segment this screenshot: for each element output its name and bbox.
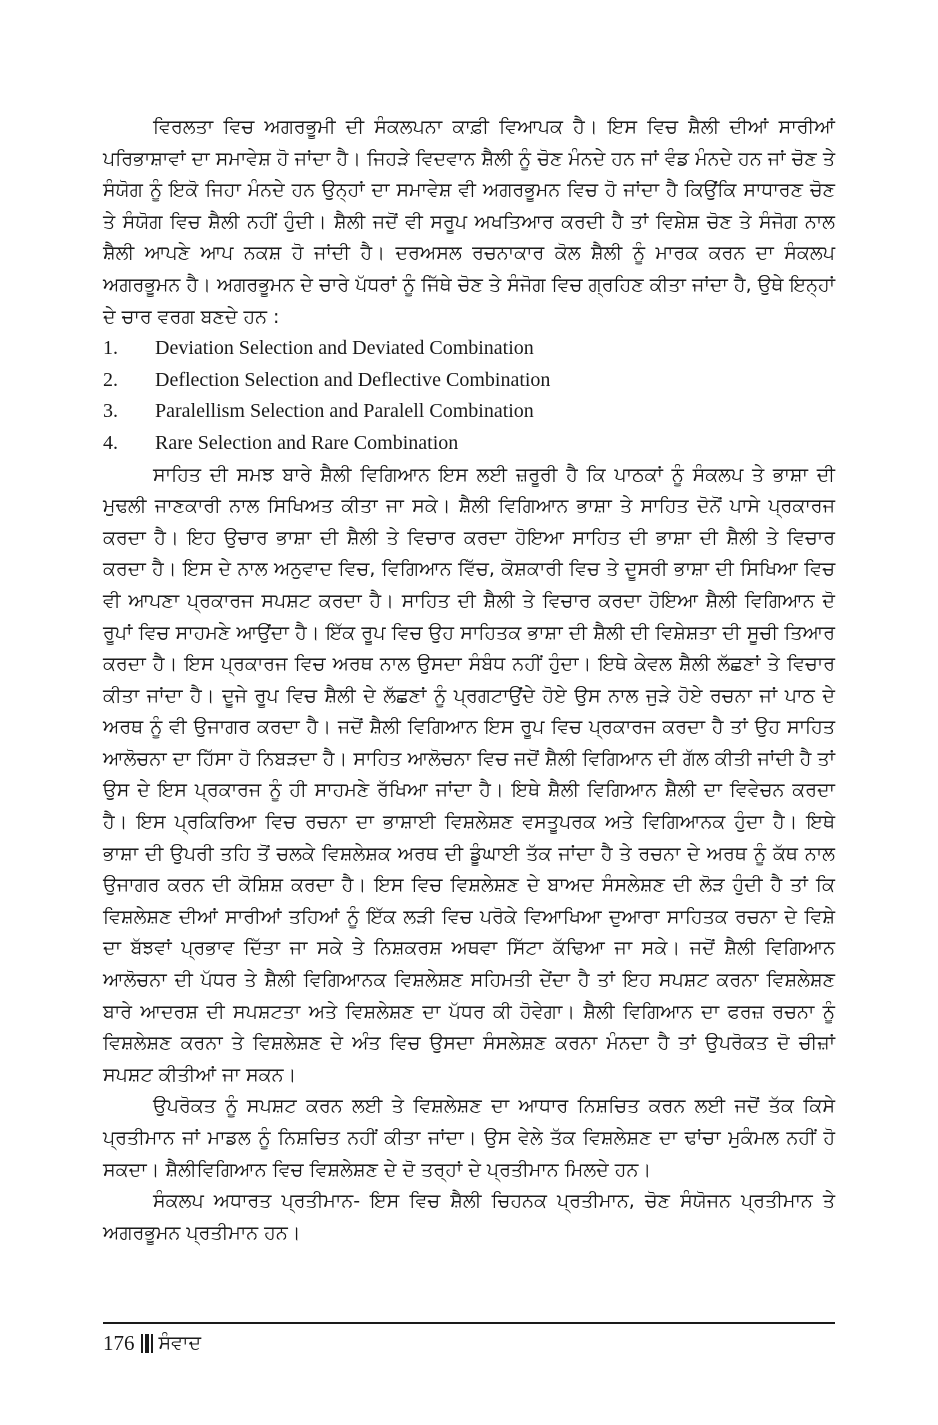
footer-rule: [103, 1322, 835, 1324]
combination-list: [103, 333, 835, 459]
list-item: [103, 428, 835, 460]
list-item: [103, 365, 835, 397]
page-body: [103, 112, 835, 1249]
list-item: [103, 396, 835, 428]
list-number: 1.: [103, 337, 118, 360]
list-number: 4.: [103, 431, 118, 454]
list-text: Deflection Selection and Deflective Combination: [155, 368, 551, 391]
paragraph-foregrounding: ਵਿਰਲਤਾ ਵਿਚ ਅਗਰਭੂਮੀ ਦੀ ਸੰਕਲਪਨਾ ਕਾਫ਼ੀ ਵਿਆਪਕ ਹੈ। ਇਸ ਵਿਚ ਸ਼ੈਲੀ ਦੀਆਂ ਸਾਰੀਆਂ ਪਰਿਭਾਸ਼ਾਵਾਂ ਦਾ ਸਮਾਵੇਸ਼ ਹੋ ਜਾਂਦਾ ਹੈ। ਜਿਹੜੇ ਵਿਦਵਾਨ ਸ਼ੈਲੀ ਨੂੰ ਚੋਣ ਮੰਨਦੇ ਹਨ ਜਾਂ ਵੰਡ ਮੰਨਦੇ ਹਨ ਜਾਂ ਚੋਣ ਤੇ ਸੰਯੋਗ ਨੂੰ ਇਕੋ ਜਿਹਾ ਮੰਨਦੇ ਹਨ ਉਨ੍ਹਾਂ ਦਾ ਸਮਾਵੇਸ਼ ਵੀ ਅਗਰਭੂਮਨ ਵਿਚ ਹੋ ਜਾਂਦਾ ਹੈ ਕਿਉਂਕਿ ਸਾਧਾਰਣ ਚੋਣ ਤੇ ਸੰਯੋਗ ਵਿਚ ਸ਼ੈਲੀ ਨਹੀਂ ਹੁੰਦੀ। ਸ਼ੈਲੀ ਜਦੋਂ ਵੀ ਸਰੂਪ ਅਖਤਿਆਰ ਕਰਦੀ ਹੈ ਤਾਂ ਵਿਸ਼ੇਸ਼ ਚੋਣ ਤੇ ਸੰਜੋਗ ਨਾਲ ਸ਼ੈਲੀ ਆਪਣੇ ਆਪ ਨਕਸ਼ ਹੋ ਜਾਂਦੀ ਹੈ। ਦਰਅਸਲ ਰਚਨਾਕਾਰ ਕੋਲ ਸ਼ੈਲੀ ਨੂੰ ਮਾਰਕ ਕਰਨ ਦਾ ਸੰਕਲਪ ਅਗਰਭੂਮਨ ਹੈ। ਅਗਰਭੂਮਨ ਦੇ ਚਾਰੇ ਪੱਧਰਾਂ ਨੂੰ ਜਿੱਥੇ ਚੋਣ ਤੇ ਸੰਜੋਗ ਵਿਚ ਗ੍ਰਹਿਣ ਕੀਤਾ ਜਾਂਦਾ ਹੈ, ਉਥੇ ਇਨ੍ਹਾਂ ਦੇ ਚਾਰ ਵਰਗ ਬਣਦੇ ਹਨ :: [103, 116, 835, 328]
page-footer: [103, 1328, 201, 1358]
book-title: ਸੰਵਾਦ: [158, 1332, 202, 1354]
list-number: 2.: [103, 368, 118, 391]
page-number: 176: [103, 1331, 135, 1355]
list-number: 3.: [103, 400, 118, 423]
list-item: [103, 333, 835, 365]
list-text: Deviation Selection and Deviated Combination: [155, 337, 534, 360]
paragraph-analysis-model: ਉਪਰੋਕਤ ਨੂੰ ਸਪਸ਼ਟ ਕਰਨ ਲਈ ਤੇ ਵਿਸ਼ਲੇਸ਼ਣ ਦਾ ਆਧਾਰ ਨਿਸ਼ਚਿਤ ਕਰਨ ਲਈ ਜਦੋਂ ਤੱਕ ਕਿਸੇ ਪ੍ਰਤੀਮਾਨ ਜਾਂ ਮਾਡਲ ਨੂੰ ਨਿਸ਼ਚਿਤ ਨਹੀਂ ਕੀਤਾ ਜਾਂਦਾ। ਉਸ ਵੇਲੇ ਤੱਕ ਵਿਸ਼ਲੇਸ਼ਣ ਦਾ ਢਾਂਚਾ ਮੁਕੰਮਲ ਨਹੀਂ ਹੋ ਸਕਦਾ। ਸ਼ੈਲੀਵਿਗਿਆਨ ਵਿਚ ਵਿਸ਼ਲੇਸ਼ਣ ਦੇ ਦੋ ਤਰ੍ਹਾਂ ਦੇ ਪ੍ਰਤੀਮਾਨ ਮਿਲਦੇ ਹਨ।: [103, 1095, 835, 1181]
list-text: Rare Selection and Rare Combination: [155, 431, 459, 454]
separator-bars-icon: [141, 1334, 153, 1353]
list-text: Paralellism Selection and Paralell Combination: [155, 400, 534, 423]
paragraph-concept-based-model: ਸੰਕਲਪ ਅਧਾਰਤ ਪ੍ਰਤੀਮਾਨ- ਇਸ ਵਿਚ ਸ਼ੈਲੀ ਚਿਹਨਕ ਪ੍ਰਤੀਮਾਨ, ਚੋਣ ਸੰਯੋਜਨ ਪ੍ਰਤੀਮਾਨ ਤੇ ਅਗਰਭੂਮਨ ਪ੍ਰਤੀਮਾਨ ਹਨ।: [103, 1190, 835, 1244]
paragraph-stylistics-literature: ਸਾਹਿਤ ਦੀ ਸਮਝ ਬਾਰੇ ਸ਼ੈਲੀ ਵਿਗਿਆਨ ਇਸ ਲਈ ਜ਼ਰੂਰੀ ਹੈ ਕਿ ਪਾਠਕਾਂ ਨੂੰ ਸੰਕਲਪ ਤੇ ਭਾਸ਼ਾ ਦੀ ਮੁਢਲੀ ਜਾਣਕਾਰੀ ਨਾਲ ਸਿਖਿਅਤ ਕੀਤਾ ਜਾ ਸਕੇ। ਸ਼ੈਲੀ ਵਿਗਿਆਨ ਭਾਸ਼ਾ ਤੇ ਸਾਹਿਤ ਦੋਨੋਂ ਪਾਸੇ ਪ੍ਰਕਾਰਜ ਕਰਦਾ ਹੈ। ਇਹ ਉਚਾਰ ਭਾਸ਼ਾ ਦੀ ਸ਼ੈਲੀ ਤੇ ਵਿਚਾਰ ਕਰਦਾ ਹੋਇਆ ਸਾਹਿਤ ਦੀ ਭਾਸ਼ਾ ਦੀ ਸ਼ੈਲੀ ਤੇ ਵਿਚਾਰ ਕਰਦਾ ਹੈ। ਇਸ ਦੇ ਨਾਲ ਅਨੁਵਾਦ ਵਿਚ, ਵਿਗਿਆਨ ਵਿੱਚ, ਕੋਸ਼ਕਾਰੀ ਵਿਚ ਤੇ ਦੂਸਰੀ ਭਾਸ਼ਾ ਦੀ ਸਿਖਿਆ ਵਿਚ ਵੀ ਆਪਣਾ ਪ੍ਰਕਾਰਜ ਸਪਸ਼ਟ ਕਰਦਾ ਹੈ। ਸਾਹਿਤ ਦੀ ਸ਼ੈਲੀ ਤੇ ਵਿਚਾਰ ਕਰਦਾ ਹੋਇਆ ਸ਼ੈਲੀ ਵਿਗਿਆਨ ਦੋ ਰੂਪਾਂ ਵਿਚ ਸਾਹਮਣੇ ਆਉਂਦਾ ਹੈ। ਇੱਕ ਰੂਪ ਵਿਚ ਉਹ ਸਾਹਿਤਕ ਭਾਸ਼ਾ ਦੀ ਸ਼ੈਲੀ ਦੀ ਵਿਸ਼ੇਸ਼ਤਾ ਦੀ ਸੂਚੀ ਤਿਆਰ ਕਰਦਾ ਹੈ। ਇਸ ਪ੍ਰਕਾਰਜ ਵਿਚ ਅਰਥ ਨਾਲ ਉਸਦਾ ਸੰਬੰਧ ਨਹੀਂ ਹੁੰਦਾ। ਇਥੇ ਕੇਵਲ ਸ਼ੈਲੀ ਲੱਛਣਾਂ ਤੇ ਵਿਚਾਰ ਕੀਤਾ ਜਾਂਦਾ ਹੈ। ਦੂਜੇ ਰੂਪ ਵਿਚ ਸ਼ੈਲੀ ਦੇ ਲੱਛਣਾਂ ਨੂੰ ਪ੍ਰਗਟਾਉਂਦੇ ਹੋਏ ਉਸ ਨਾਲ ਜੁੜੇ ਹੋਏ ਰਚਨਾ ਜਾਂ ਪਾਠ ਦੇ ਅਰਥ ਨੂੰ ਵੀ ਉਜਾਗਰ ਕਰਦਾ ਹੈ। ਜਦੋਂ ਸ਼ੈਲੀ ਵਿਗਿਆਨ ਇਸ ਰੂਪ ਵਿਚ ਪ੍ਰਕਾਰਜ ਕਰਦਾ ਹੈ ਤਾਂ ਉਹ ਸਾਹਿਤ ਆਲੋਚਨਾ ਦਾ ਹਿੱਸਾ ਹੋ ਨਿਬੜਦਾ ਹੈ। ਸਾਹਿਤ ਆਲੋਚਨਾ ਵਿਚ ਜਦੋਂ ਸ਼ੈਲੀ ਵਿਗਿਆਨ ਦੀ ਗੱਲ ਕੀਤੀ ਜਾਂਦੀ ਹੈ ਤਾਂ ਉਸ ਦੇ ਇਸ ਪ੍ਰਕਾਰਜ ਨੂੰ ਹੀ ਸਾਹਮਣੇ ਰੱਖਿਆ ਜਾਂਦਾ ਹੈ। ਇਥੇ ਸ਼ੈਲੀ ਵਿਗਿਆਨ ਸ਼ੈਲੀ ਦਾ ਵਿਵੇਚਨ ਕਰਦਾ ਹੈ। ਇਸ ਪ੍ਰਕਿਰਿਆ ਵਿਚ ਰਚਨਾ ਦਾ ਭਾਸ਼ਾਈ ਵਿਸ਼ਲੇਸ਼ਣ ਵਸਤੂਪਰਕ ਅਤੇ ਵਿਗਿਆਨਕ ਹੁੰਦਾ ਹੈ। ਇਥੇ ਭਾਸ਼ਾ ਦੀ ਉਪਰੀ ਤਹਿ ਤੋਂ ਚਲਕੇ ਵਿਸ਼ਲੇਸ਼ਕ ਅਰਥ ਦੀ ਡੂੰਘਾਈ ਤੱਕ ਜਾਂਦਾ ਹੈ ਤੇ ਰਚਨਾ ਦੇ ਅਰਥ ਨੂੰ ਕੱਥ ਨਾਲ ਉਜਾਗਰ ਕਰਨ ਦੀ ਕੋਸ਼ਿਸ਼ ਕਰਦਾ ਹੈ। ਇਸ ਵਿਚ ਵਿਸ਼ਲੇਸ਼ਣ ਦੇ ਬਾਅਦ ਸੰਸਲੇਸ਼ਣ ਦੀ ਲੋੜ ਹੁੰਦੀ ਹੈ ਤਾਂ ਕਿ ਵਿਸ਼ਲੇਸ਼ਣ ਦੀਆਂ ਸਾਰੀਆਂ ਤਹਿਆਂ ਨੂੰ ਇੱਕ ਲੜੀ ਵਿਚ ਪਰੋਕੇ ਵਿਆਖਿਆ ਦੁਆਰਾ ਸਾਹਿਤਕ ਰਚਨਾ ਦੇ ਵਿਸ਼ੇ ਦਾ ਬੱਝਵਾਂ ਪ੍ਰਭਾਵ ਦਿੱਤਾ ਜਾ ਸਕੇ ਤੇ ਨਿਸ਼ਕਰਸ਼ ਅਥਵਾ ਸਿੱਟਾ ਕੱਢਿਆ ਜਾ ਸਕੇ। ਜਦੋਂ ਸ਼ੈਲੀ ਵਿਗਿਆਨ ਆਲੋਚਨਾ ਦੀ ਪੱਧਰ ਤੇ ਸ਼ੈਲੀ ਵਿਗਿਆਨਕ ਵਿਸ਼ਲੇਸ਼ਣ ਸਹਿਮਤੀ ਦੇਂਦਾ ਹੈ ਤਾਂ ਇਹ ਸਪਸ਼ਟ ਕਰਨਾ ਵਿਸ਼ਲੇਸ਼ਣ ਬਾਰੇ ਆਦਰਸ਼ ਦੀ ਸਪਸ਼ਟਤਾ ਅਤੇ ਵਿਸ਼ਲੇਸ਼ਣ ਦਾ ਪੱਧਰ ਕੀ ਹੋਵੇਗਾ। ਸ਼ੈਲੀ ਵਿਗਿਆਨ ਦਾ ਫਰਜ਼ ਰਚਨਾ ਨੂੰ ਵਿਸ਼ਲੇਸ਼ਣ ਕਰਨਾ ਤੇ ਵਿਸ਼ਲੇਸ਼ਣ ਦੇ ਅੰਤ ਵਿਚ ਉਸਦਾ ਸੰਸਲੇਸ਼ਣ ਕਰਨਾ ਮੰਨਦਾ ਹੈ ਤਾਂ ਉਪਰੋਕਤ ਦੋ ਚੀਜ਼ਾਂ ਸਪਸ਼ਟ ਕੀਤੀਆਂ ਜਾ ਸਕਨ।: [103, 463, 835, 1086]
